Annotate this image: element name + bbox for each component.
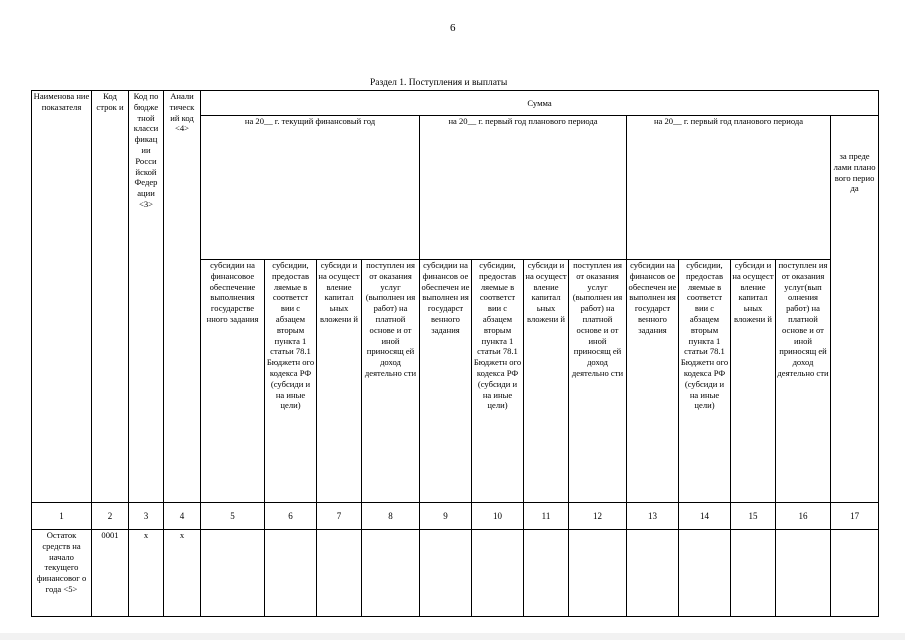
header-period-beyond: за преде лами плано вого перио да [831,116,879,503]
header-name: Наименова ние показателя [32,91,92,503]
column-number: 13 [627,503,679,530]
receipts-payments-table [31,90,879,617]
value-cell[interactable] [472,530,524,617]
column-number: 2 [92,503,129,530]
column-number: 1 [32,503,92,530]
column-number: 16 [776,503,831,530]
header-sum: Сумма [201,91,879,116]
column-number: 17 [831,503,879,530]
column-number: 8 [362,503,420,530]
header-period-current: на 20__ г. текущий финансовый год [201,116,420,260]
header-analytic-code: Анали тическ ий код <4> [164,91,201,503]
subcol-header: субсиди и на осущест вление капитал ьных вложени й [524,260,569,503]
subcol-header: субсидии на финансовое обеспечение выполнения государстве нного задания [201,260,265,503]
column-number: 4 [164,503,201,530]
column-number: 11 [524,503,569,530]
subcol-header: субсидии, предостав ляемые в соответст вии с абзацем вторым пункта 1 статьи 78.1 Бюджетн ого кодекса РФ (субсиди и на иные цели) [679,260,731,503]
section-title: Раздел 1. Поступления и выплаты [370,78,508,88]
page-bottom-edge [0,633,905,640]
header-row-code: Код строк и [92,91,129,503]
column-number: 14 [679,503,731,530]
column-number: 10 [472,503,524,530]
value-cell[interactable] [265,530,317,617]
column-number: 7 [317,503,362,530]
value-cell[interactable] [627,530,679,617]
column-number: 5 [201,503,265,530]
header-period-plan-1: на 20__ г. первый год планового периода [420,116,627,260]
subcol-header: субсидии на финансов ое обеспечен ие выполнен ия государст венного задания [627,260,679,503]
value-cell[interactable] [569,530,627,617]
subcol-header: поступлен ия от оказания услуг (выполнен ия работ) на платной основе и от иной приносящ ей доход деятельно сти [569,260,627,503]
subcol-header: поступлен ия от оказания услуг(вып олнения работ) на платной основе и от иной приносящ ей доход деятельно сти [776,260,831,503]
value-cell[interactable] [776,530,831,617]
header-budget-code: Код по бюдже тной класси фикац ии Росси йской Федер ации <3> [129,91,164,503]
column-number: 9 [420,503,472,530]
subcol-header: субсидии, предостав ляемые в соответст вии с абзацем вторым пункта 1 статьи 78.1 Бюджетн ого кодекса РФ (субсиди и на иные цели) [472,260,524,503]
subcol-header: субсиди и на осущест вление капитал ьных вложени й [317,260,362,503]
value-cell[interactable] [679,530,731,617]
header-period-plan-2: на 20__ г. первый год планового периода [627,116,831,260]
subcol-header: поступлен ия от оказания услуг (выполнен ия работ) на платной основе и от иной приносящ ей доход деятельно сти [362,260,420,503]
column-number: 6 [265,503,317,530]
column-number: 12 [569,503,627,530]
row-name: Остаток средств на начало текущего финансовог о года <5> [32,530,92,617]
header-row-1 [32,91,879,116]
value-cell[interactable] [420,530,472,617]
page-number: 6 [450,22,456,34]
value-cell[interactable] [731,530,776,617]
subcol-header: субсидии на финансов ое обеспечен ие выполнен ия государст венного задания [420,260,472,503]
row-budget-code: x [129,530,164,617]
column-number: 15 [731,503,776,530]
column-numbers-row [32,503,879,530]
table-row [32,530,879,617]
value-cell[interactable] [831,530,879,617]
column-number: 3 [129,503,164,530]
subcol-header: субсидии, предостав ляемые в соответст вии с абзацем вторым пункта 1 статьи 78.1 Бюджетн ого кодекса РФ (субсиди и на иные цели) [265,260,317,503]
row-code: 0001 [92,530,129,617]
value-cell[interactable] [317,530,362,617]
value-cell[interactable] [362,530,420,617]
row-analytic-code: x [164,530,201,617]
value-cell[interactable] [524,530,569,617]
subcol-header: субсиди и на осущест вление капитал ьных вложени й [731,260,776,503]
value-cell[interactable] [201,530,265,617]
